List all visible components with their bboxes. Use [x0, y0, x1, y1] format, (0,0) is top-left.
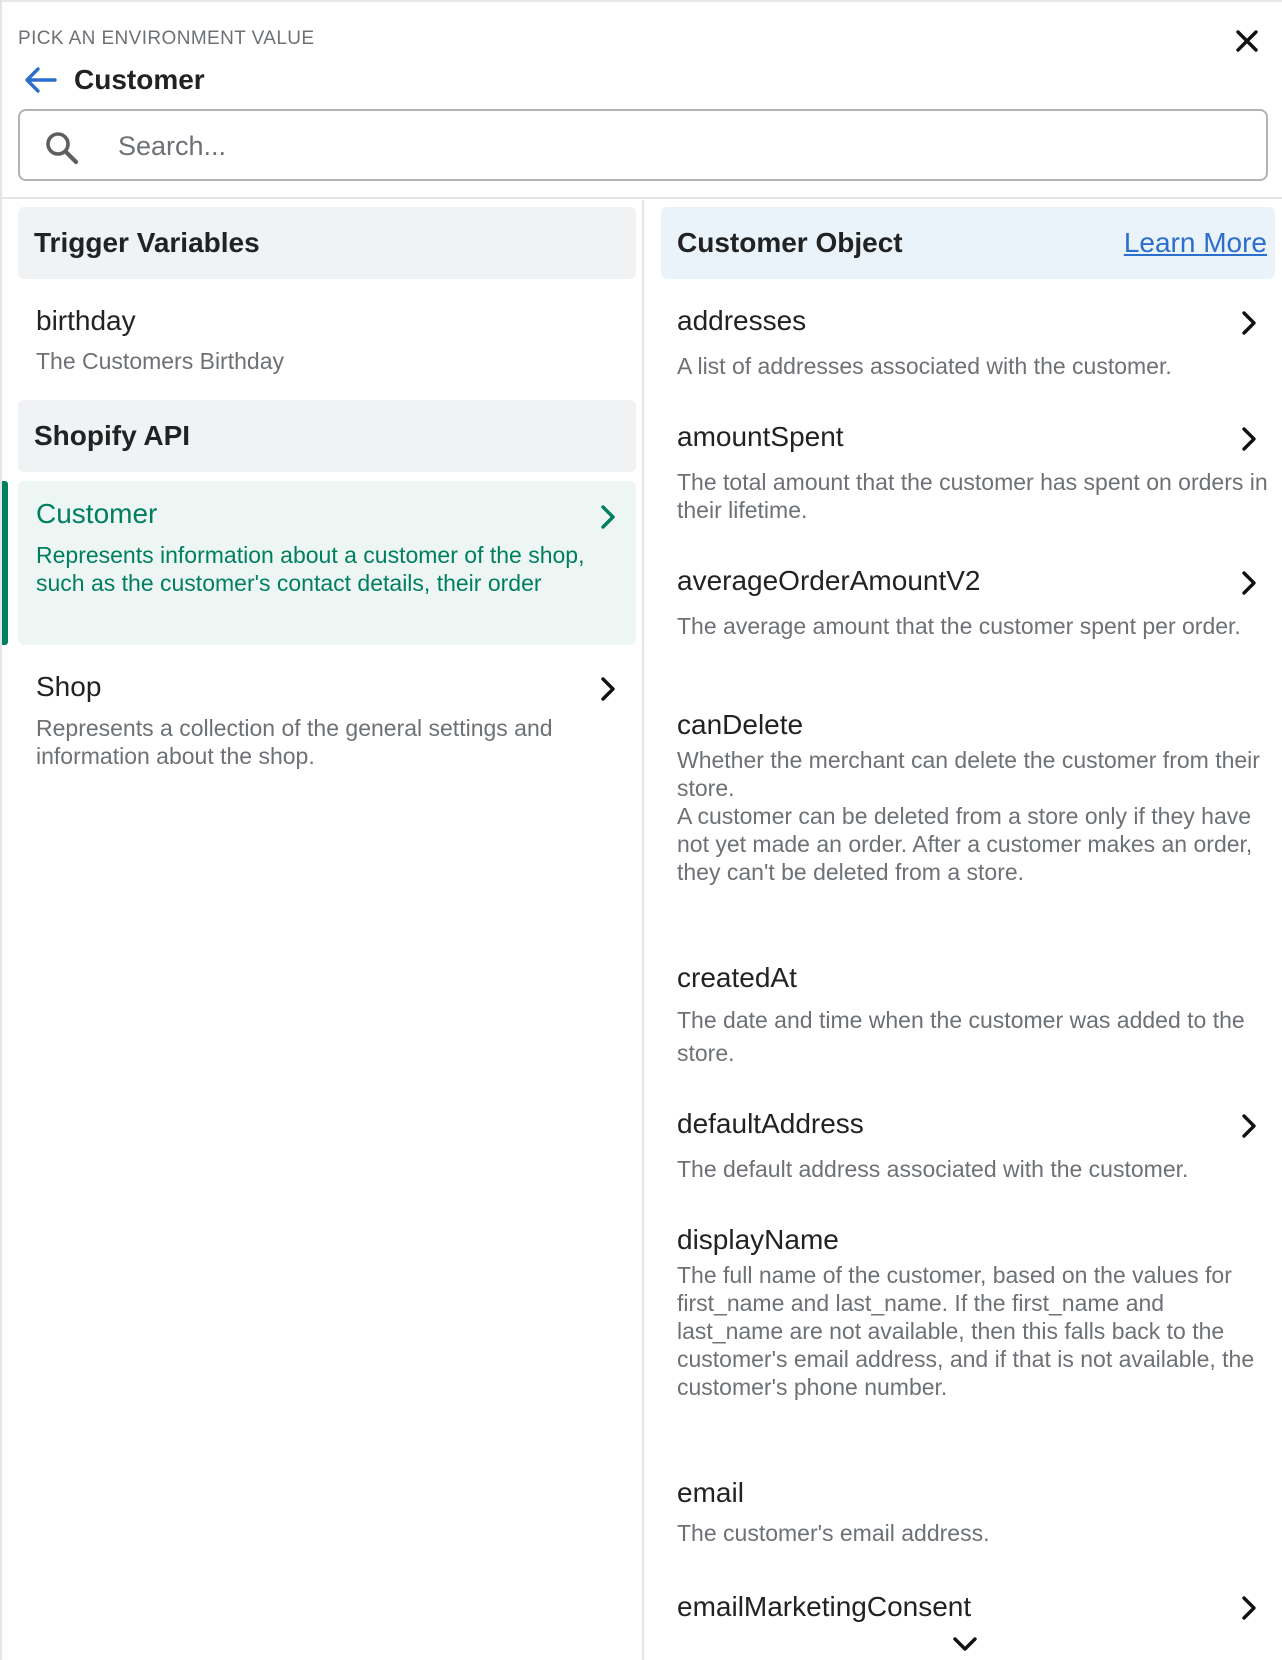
shopify-api-heading-label: Shopify API: [34, 420, 191, 451]
trigger-item-desc: The Customers Birthday: [36, 348, 284, 374]
field-item-name: defaultAddress: [677, 1108, 864, 1139]
back-button[interactable]: [20, 62, 60, 98]
learn-more-link[interactable]: Learn More: [1123, 227, 1267, 258]
customer-object-heading-label: Customer Object: [677, 227, 903, 258]
chevron-right-icon: [596, 675, 620, 703]
search-box[interactable]: [18, 109, 1268, 181]
search-input[interactable]: [118, 125, 1238, 167]
api-item-shop[interactable]: [36, 670, 616, 770]
field-item-desc: Whether the merchant can delete the customer from their store. A customer can be deleted from a store only if they have not yet made an order. After a customer makes an order, they can't be deleted from a store.: [677, 747, 1260, 885]
chevron-right-icon: [1237, 425, 1261, 453]
trigger-variables-heading: [18, 207, 636, 279]
arrow-left-icon: [23, 66, 57, 94]
trigger-item-birthday[interactable]: [36, 304, 616, 375]
field-item-name: createdAt: [677, 962, 797, 993]
page-title: Customer: [74, 64, 205, 95]
api-item-customer[interactable]: [36, 497, 606, 597]
field-item-amount-spent[interactable]: [677, 420, 1271, 524]
chevron-right-icon: [1237, 569, 1261, 597]
selected-item-indicator: [2, 481, 8, 645]
field-item-name: emailMarketingConsent: [677, 1591, 972, 1622]
api-item-name: Shop: [36, 671, 102, 702]
search-icon: [44, 130, 80, 166]
field-item-name: addresses: [677, 305, 807, 336]
field-item-email-marketing-consent[interactable]: [677, 1590, 1271, 1624]
close-button[interactable]: [1228, 22, 1266, 60]
field-item-name: displayName: [677, 1224, 839, 1255]
field-item-name: canDelete: [677, 709, 804, 740]
trigger-variables-heading-label: Trigger Variables: [34, 227, 260, 258]
field-item-desc: The full name of the customer, based on the values for first_name and last_name. If the first_name and last_name are not available, then this falls back to the customer's email address, and if that is not available, the customer's phone number.: [677, 1262, 1255, 1400]
field-item-can-delete[interactable]: [677, 708, 1271, 886]
column-divider: [642, 200, 644, 1660]
field-item-desc: The customer's email address.: [677, 1520, 990, 1546]
api-item-desc: Represents information about a customer of the shop, such as the customer's contact details, their order: [36, 542, 585, 596]
field-item-email[interactable]: [677, 1476, 1271, 1547]
field-item-name: email: [677, 1477, 744, 1508]
field-item-desc: The total amount that the customer has spent on orders in their lifetime.: [677, 469, 1268, 523]
field-item-desc: A list of addresses associated with the customer.: [677, 353, 1172, 379]
field-item-desc: The average amount that the customer spent per order.: [677, 613, 1241, 639]
chevron-right-icon: [1237, 309, 1261, 337]
field-item-created-at[interactable]: [677, 961, 1271, 1070]
field-item-display-name[interactable]: [677, 1223, 1271, 1401]
trigger-item-name: birthday: [36, 305, 136, 336]
field-item-desc: The date and time when the customer was added to the store.: [677, 1007, 1245, 1066]
field-item-average-order-amount[interactable]: [677, 564, 1271, 640]
chevron-right-icon: [596, 503, 620, 531]
picker-header: [2, 2, 1282, 199]
scroll-down-button[interactable]: [950, 1632, 980, 1656]
field-item-default-address[interactable]: [677, 1107, 1271, 1183]
picker-eyebrow: PICK AN ENVIRONMENT VALUE: [18, 28, 315, 49]
shopify-api-heading: [18, 400, 636, 472]
customer-object-heading: [661, 207, 1275, 279]
chevron-down-icon: [951, 1635, 979, 1653]
field-item-desc: The default address associated with the customer.: [677, 1156, 1189, 1182]
field-item-name: amountSpent: [677, 421, 844, 452]
close-icon: [1235, 29, 1259, 53]
field-item-addresses[interactable]: [677, 304, 1271, 380]
api-item-name: Customer: [36, 498, 158, 529]
field-item-name: averageOrderAmountV2: [677, 565, 981, 596]
api-item-desc: Represents a collection of the general settings and information about the shop.: [36, 715, 553, 769]
chevron-right-icon: [1237, 1594, 1261, 1622]
chevron-right-icon: [1237, 1112, 1261, 1140]
